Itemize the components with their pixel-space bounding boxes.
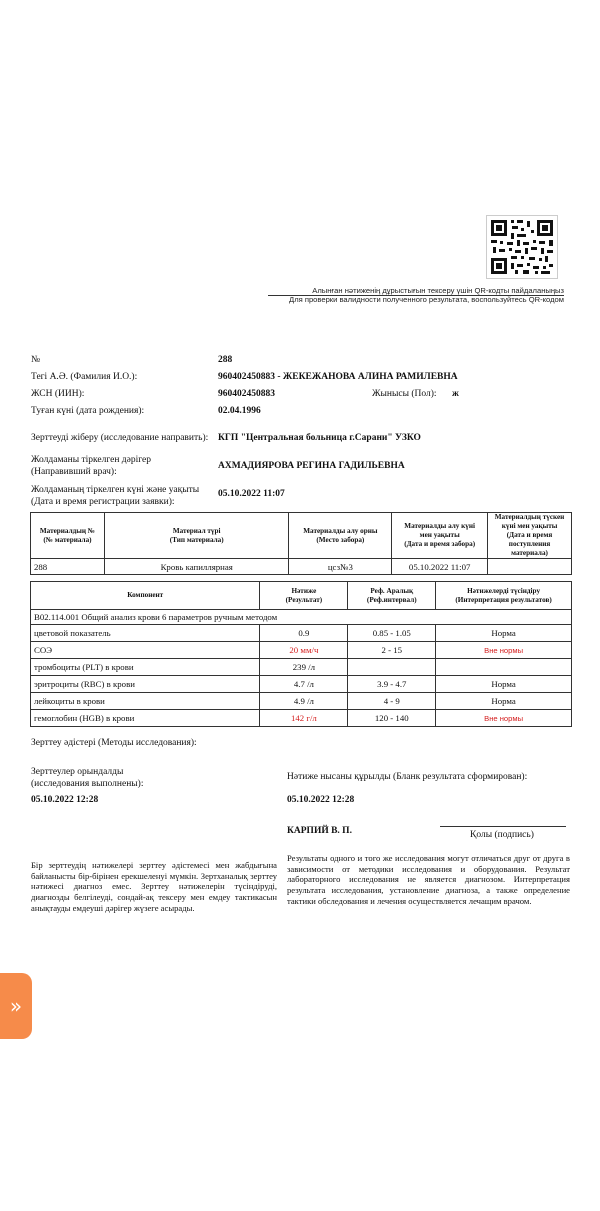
result-ref-interval: 3.9 - 4.7: [348, 676, 436, 693]
side-expand-tab[interactable]: [0, 973, 32, 1039]
performed-value: 05.10.2022 12:28: [31, 795, 99, 805]
sex-value: ж: [452, 389, 459, 399]
result-component: тромбоциты (PLT) в крови: [31, 659, 260, 676]
disclaimer-ru: Результаты одного и того же исследования могут отличаться друг от друга в зависимости от методики исследования и оборудования. Результат лабораторного исследования не является диагнозом. Интерпретация результата исследования, установление диагноза, а также определение тактики обследования и лечения осуществляется лечащим врачом.: [287, 853, 570, 906]
material-collected: 05.10.2022 11:07: [392, 559, 488, 575]
results-header-ref: Реф. Аралық (Реф.интервал): [348, 582, 436, 610]
reg-label-kz: Жолдаманың тіркелген күні және уақыты: [31, 485, 200, 495]
result-component: СОЭ: [31, 642, 260, 659]
result-ref-interval: 0.85 - 1.05: [348, 625, 436, 642]
blank-label: Нәтиже нысаны құрылды (Бланк результата сформирован):: [287, 772, 528, 782]
result-component: эритроциты (RBC) в крови: [31, 676, 260, 693]
result-ref-interval: 2 - 15: [348, 642, 436, 659]
performed-label-kz: Зерттеулер орындалды: [31, 767, 124, 777]
sent-value: КГП "Центральная больница г.Сарани" УЗКО: [218, 433, 421, 443]
disclaimer-kz: Бір зерттеудің нәтижелері зерттеу әдістемесі мен жабдығына байланысты бір-бірінен ерекшеленуі мүмкін. Зертханалық зерттеу нәтижесі диагноз емес. Зерттеу нәтижелерін түсіндіруді, диагнозды белгілеуді, сондай-ақ тексеру мен емдеу тактикасын анықтауды емдеуші дәрігер жүзеге асырады.: [31, 860, 277, 913]
lab-result-page: [0, 183, 600, 1053]
result-row: [31, 710, 572, 727]
result-row: [31, 625, 572, 642]
name-value: 960402450883 - ЖЕКЕЖАНОВА АЛИНА РАМИЛЕВНА: [218, 372, 458, 382]
results-group-title: В02.114.001 Общий анализ крови 6 параметров ручным методом: [31, 610, 572, 625]
signer-name: КАРПИЙ В. П.: [287, 826, 352, 836]
material-header-number: Материалдың № (№ материала): [31, 513, 105, 559]
result-value: 0.9: [260, 625, 348, 642]
results-group-row: [31, 610, 572, 625]
blank-value: 05.10.2022 12:28: [287, 795, 355, 805]
top-blank-area: [0, 0, 600, 183]
number-value: 288: [218, 355, 233, 365]
results-table-header: [31, 582, 572, 610]
results-table: [30, 581, 572, 727]
doctor-label-ru: (Направивший врач):: [31, 467, 117, 477]
result-ref-interval: [348, 659, 436, 676]
result-component: гемоглобин (HGB) в крови: [31, 710, 260, 727]
material-number: 288: [31, 559, 105, 575]
result-value: 4.7 /л: [260, 676, 348, 693]
material-received: [488, 559, 572, 575]
result-value: 4.9 /л: [260, 693, 348, 710]
doctor-value: АХМАДИЯРОВА РЕГИНА ГАДИЛЬЕВНА: [218, 461, 405, 471]
signature-label: Қолы (подпись): [470, 830, 534, 840]
material-type: Кровь капиллярная: [104, 559, 289, 575]
methods-label: Зерттеу әдістері (Методы исследования):: [31, 738, 197, 748]
material-place: цсз№3: [289, 559, 392, 575]
material-header-collected: Материалды алу күні мен уақыты (Дата и время забора): [392, 513, 488, 559]
result-ref-interval: 120 - 140: [348, 710, 436, 727]
result-row: [31, 676, 572, 693]
result-interpretation: Вне нормы: [436, 642, 572, 659]
result-interpretation: [436, 659, 572, 676]
qr-note-kz: Алынған нәтиженің дұрыстығын тексеру үшін QR-кодты пайдаланыңыз: [312, 286, 564, 295]
result-interpretation: Норма: [436, 693, 572, 710]
results-header-interpretation: Нәтижелерді түсіндіру (Интерпретация результатов): [436, 582, 572, 610]
qr-code-icon: [487, 216, 557, 278]
results-header-component: Компонент: [31, 582, 260, 610]
result-row: [31, 659, 572, 676]
result-row: [31, 642, 572, 659]
results-header-result: Нәтиже (Результат): [260, 582, 348, 610]
qr-code: [486, 215, 558, 279]
dob-label: Туған күні (дата рождения):: [31, 406, 145, 416]
iin-label: ЖСН (ИИН):: [31, 389, 85, 399]
sent-label: Зерттеуді жіберу (исследование направить):: [31, 433, 209, 443]
result-interpretation: Норма: [436, 676, 572, 693]
result-value: 20 мм/ч: [260, 642, 348, 659]
doctor-label-kz: Жолдаманы тіркелген дәрігер: [31, 455, 151, 465]
material-table: [30, 512, 572, 575]
reg-value: 05.10.2022 11:07: [218, 489, 285, 499]
name-label: Тегі А.Ә. (Фамилия И.О.):: [31, 372, 138, 382]
material-header-type: Материал түрі (Тип материала): [104, 513, 289, 559]
number-label: №: [31, 355, 41, 365]
material-table-header: [31, 513, 572, 559]
material-row: [31, 559, 572, 575]
qr-note-ru: Для проверки валидности полученного результата, воспользуйтесь QR-кодом: [289, 295, 564, 304]
sex-label: Жынысы (Пол):: [372, 389, 437, 399]
signature-line: [440, 826, 566, 827]
result-interpretation: Норма: [436, 625, 572, 642]
result-value: 142 г/л: [260, 710, 348, 727]
result-component: лейкоциты в крови: [31, 693, 260, 710]
result-ref-interval: 4 - 9: [348, 693, 436, 710]
material-header-place: Материалды алу орны (Место забора): [289, 513, 392, 559]
result-value: 239 /л: [260, 659, 348, 676]
result-component: цветовой показатель: [31, 625, 260, 642]
performed-label-ru: (исследования выполнены):: [31, 779, 144, 789]
reg-label-ru: (Дата и время регистрации заявки):: [31, 497, 175, 507]
material-header-received: Материалдың түскен күні мен уақыты (Дата и время поступления материала): [488, 513, 572, 559]
dob-value: 02.04.1996: [218, 406, 261, 416]
result-interpretation: Вне нормы: [436, 710, 572, 727]
result-row: [31, 693, 572, 710]
iin-value: 960402450883: [218, 389, 275, 399]
double-chevron-right-icon: »: [9, 994, 23, 1018]
